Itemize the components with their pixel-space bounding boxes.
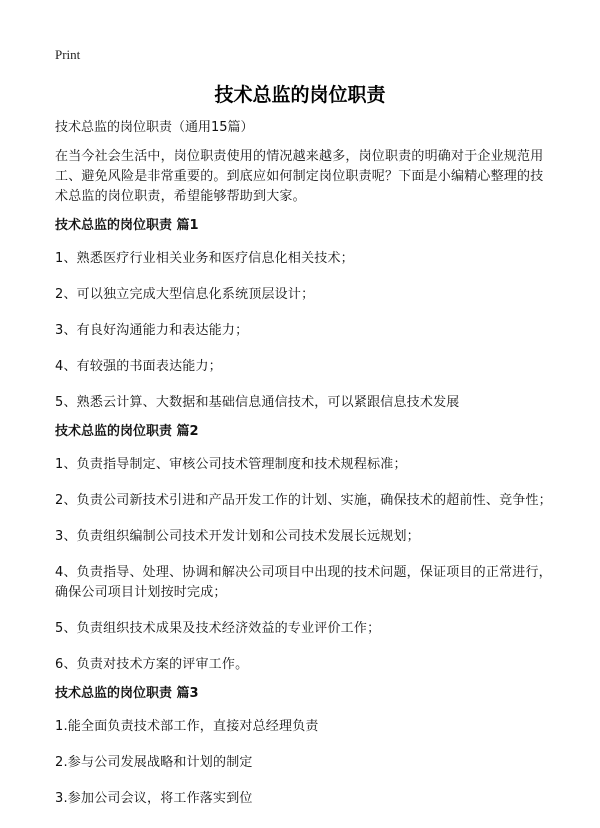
list-item: 6、负责对技术方案的评审工作。 <box>55 657 249 672</box>
list-item: 1、负责指导制定、审核公司技术管理制度和技术规程标准； <box>55 457 407 472</box>
list-item: 2、可以独立完成大型信息化系统顶层设计； <box>55 287 315 302</box>
list-item: 4、有较强的书面表达能力； <box>55 359 222 374</box>
list-item: 1.能全面负责技术部工作，直接对总经理负责 <box>55 719 319 734</box>
section-3 <box>55 684 555 809</box>
document-body <box>55 118 555 825</box>
intro-paragraph: 在当今社会生活中，岗位职责使用的情况越来越多，岗位职责的明确对于企业规范用工、避免风险是非常重要的。到底应如何制定岗位职责呢？下面是小编精心整理的技术总监的岗位职责，希望能够帮助到大家。 <box>55 149 544 204</box>
section-1 <box>55 216 555 413</box>
list-item: 2、负责公司新技术引进和产品开发工作的计划、实施，确保技术的超前性、竞争性； <box>55 493 552 508</box>
list-item: 1、熟悉医疗行业相关业务和医疗信息化相关技术； <box>55 251 354 266</box>
list-item: 3.参加公司会议，将工作落实到位 <box>55 791 253 806</box>
list-item: 5、负责组织技术成果及技术经济效益的专业评价工作； <box>55 621 381 636</box>
list-item: 4、负责指导、处理、协调和解决公司项目中出现的技术问题，保证项目的正常进行，确保公司项目计划按时完成； <box>55 565 552 600</box>
list-item: 2.参与公司发展战略和计划的制定 <box>55 755 253 770</box>
document-title: 技术总监的岗位职责 <box>214 84 386 106</box>
list-item: 3、负责组织编制公司技术开发计划和公司技术发展长远规划； <box>55 529 420 544</box>
document-subtitle: 技术总监的岗位职责（通用15篇） <box>55 120 254 135</box>
list-item: 3、有良好沟通能力和表达能力； <box>55 323 249 338</box>
section-2 <box>55 422 555 675</box>
list-item: 5、熟悉云计算、大数据和基础信息通信技术，可以紧跟信息技术发展 <box>55 395 460 410</box>
print-label: Print <box>55 47 81 62</box>
section-heading: 技术总监的岗位职责 篇2 <box>55 424 199 439</box>
section-heading: 技术总监的岗位职责 篇3 <box>55 686 199 701</box>
section-heading: 技术总监的岗位职责 篇1 <box>55 218 199 233</box>
